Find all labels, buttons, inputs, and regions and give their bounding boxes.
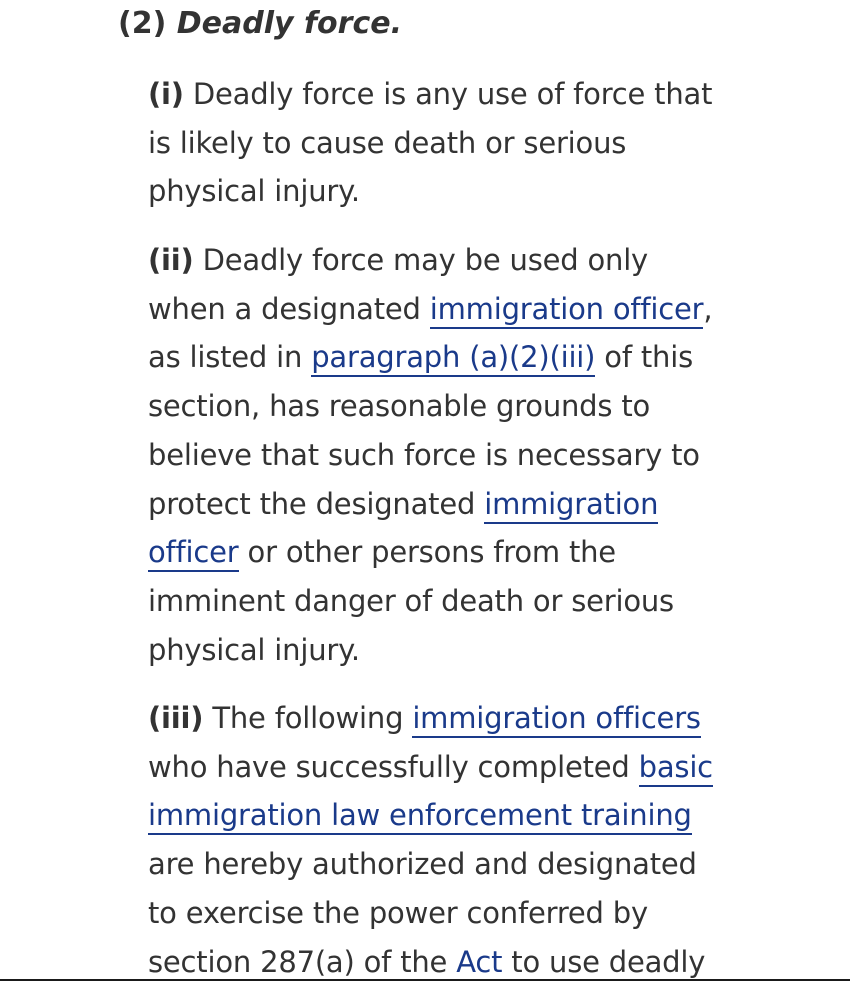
act-link[interactable]: Act — [456, 944, 503, 979]
immigration-officer-link[interactable]: immigration — [484, 487, 658, 524]
paragraph-line: physical injury. — [148, 174, 360, 209]
paragraph-text: to use deadly — [502, 944, 706, 979]
section-number: (2) — [118, 6, 167, 41]
paragraph-text: or other persons from the — [238, 535, 616, 570]
basic-training-link[interactable]: immigration law enforcement training — [148, 798, 692, 835]
paragraph-text: protect the designated — [148, 486, 485, 521]
paragraph-text: section 287(a) of the — [148, 944, 457, 979]
paragraph-number: (iii) — [148, 701, 204, 735]
immigration-officer-link[interactable]: immigration officer — [430, 292, 704, 329]
paragraph-text: Deadly force is any use of force that — [183, 77, 713, 111]
paragraph-line: section, has reasonable grounds to — [148, 389, 651, 424]
paragraph-line — [148, 285, 808, 334]
immigration-officer-link[interactable]: officer — [148, 535, 239, 572]
paragraph-text: when a designated — [148, 291, 430, 326]
paragraph-ii — [148, 236, 808, 674]
paragraph-number: (i) — [148, 77, 184, 111]
paragraph-line: imminent danger of death or serious — [148, 583, 674, 618]
immigration-officers-link[interactable]: immigration officers — [412, 701, 701, 738]
section-title: Deadly force. — [176, 6, 402, 41]
paragraph-line: physical injury. — [148, 632, 360, 667]
paragraph-i — [148, 70, 808, 216]
paragraph-line: is likely to cause death or serious — [148, 125, 627, 160]
paragraph-text: The following — [203, 701, 413, 735]
paragraph-line — [148, 236, 808, 285]
paragraph-line — [148, 743, 808, 792]
paragraph-line — [148, 694, 808, 743]
section-heading — [118, 2, 402, 46]
paragraph-line — [148, 70, 808, 119]
paragraph-iii — [148, 694, 808, 986]
paragraph-number: (ii) — [148, 243, 194, 277]
paragraph-text: Deadly force may be used only — [193, 243, 649, 277]
paragraph-text: of this — [595, 340, 693, 375]
basic-training-link[interactable]: basic — [639, 750, 713, 787]
paragraph-text: as listed in — [148, 340, 312, 375]
paragraph-a-2-iii-link[interactable]: paragraph (a)(2)(iii) — [311, 340, 595, 377]
paragraph-line: are hereby authorized and designated — [148, 847, 697, 882]
paragraph-text: , — [703, 291, 713, 326]
paragraph-line: to exercise the power conferred by — [148, 895, 648, 930]
paragraph-text: who have successfully completed — [148, 749, 639, 784]
paragraph-line — [148, 480, 808, 529]
paragraph-line — [148, 791, 808, 840]
paragraph-line: believe that such force is necessary to — [148, 437, 700, 472]
paragraph-line — [148, 528, 808, 577]
paragraph-line — [148, 333, 808, 382]
